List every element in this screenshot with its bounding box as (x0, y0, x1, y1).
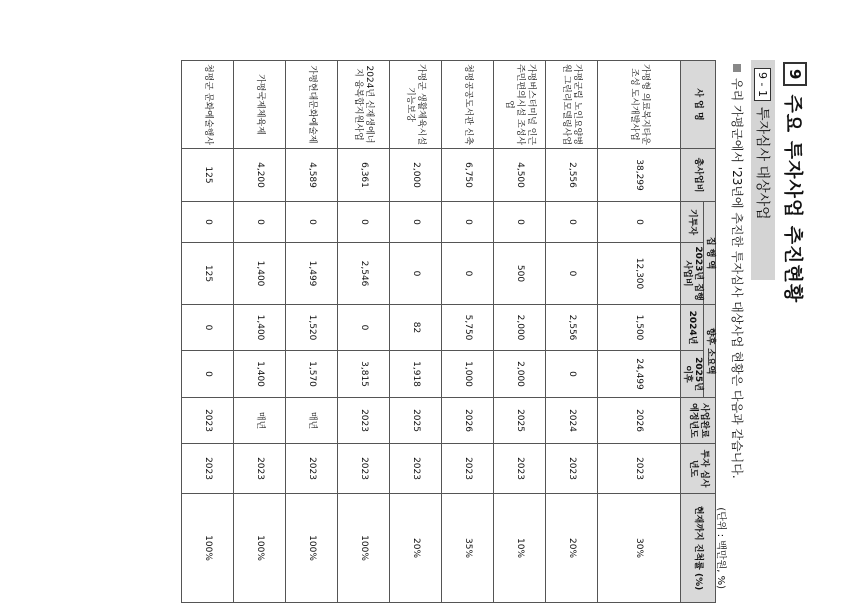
executed-2023: 125 (182, 243, 234, 305)
header-project: 사 업 명 (681, 61, 716, 149)
header-completion: 사업완료 예정년도 (681, 398, 716, 444)
progress-rate: 100% (182, 494, 234, 603)
table-row (546, 61, 598, 603)
previous-investment: 0 (390, 202, 442, 243)
review-year: 2023 (338, 444, 390, 494)
header-review: 투자 심사년도 (681, 444, 716, 494)
progress-rate: 100% (234, 494, 286, 603)
review-year: 2023 (390, 444, 442, 494)
required-2025: 24,499 (598, 351, 681, 398)
header-2025: 2025년 이후 (681, 351, 704, 398)
intro-text: 우리 가평군에서 '23년에 추진한 투자심사 대상사업 현황은 다음과 같습니다. (730, 78, 744, 479)
total-cost: 6,361 (338, 149, 390, 202)
project-name: 청평공공도서관 신축 (442, 61, 494, 149)
required-2025: 3,815 (338, 351, 390, 398)
required-2025: 1,570 (286, 351, 338, 398)
executed-2023: 1,400 (234, 243, 286, 305)
progress-rate: 10% (494, 494, 546, 603)
previous-investment: 0 (286, 202, 338, 243)
required-2024: 1,520 (286, 305, 338, 351)
required-2024: 82 (390, 305, 442, 351)
required-2024: 2,000 (494, 305, 546, 351)
previous-investment: 0 (234, 202, 286, 243)
header-progress: 현재까지 진척률 (%) (681, 494, 716, 603)
table-row (286, 61, 338, 603)
project-name: 가평버스터미널 인근 주민편의시설 조성사업 (494, 61, 546, 149)
table-row (338, 61, 390, 603)
review-year: 2023 (494, 444, 546, 494)
section-heading (782, 62, 808, 303)
progress-rate: 20% (546, 494, 598, 603)
completion-year: 매년 (286, 398, 338, 444)
total-cost: 2,556 (546, 149, 598, 202)
table-row (182, 61, 234, 603)
completion-year: 2023 (338, 398, 390, 444)
subsection-number: 9 - 1 (755, 68, 772, 101)
unit-note: (단위 : 백만원, %) (715, 507, 726, 589)
square-bullet-icon (734, 64, 742, 72)
completion-year: 2026 (598, 398, 681, 444)
required-2025: 2,000 (494, 351, 546, 398)
required-2025: 1,918 (390, 351, 442, 398)
project-name: 가평군 생활체육시설 기능보강 (390, 61, 442, 149)
table-row (442, 61, 494, 603)
completion-year: 2025 (494, 398, 546, 444)
required-2024: 5,750 (442, 305, 494, 351)
table-row (598, 61, 681, 603)
executed-2023: 0 (546, 243, 598, 305)
project-name: 가평형 의료복지타운 조성 도시개발사업 (598, 61, 681, 149)
progress-rate: 35% (442, 494, 494, 603)
header-previous: 기투자 (681, 202, 704, 243)
table-row (494, 61, 546, 603)
intro-paragraph (729, 64, 746, 479)
required-2024: 1,400 (234, 305, 286, 351)
total-cost: 6,750 (442, 149, 494, 202)
progress-rate: 100% (338, 494, 390, 603)
project-name: 가평군립 노인요양병원 그린리모델링사업 (546, 61, 598, 149)
required-2024: 0 (182, 305, 234, 351)
review-year: 2023 (182, 444, 234, 494)
previous-investment: 0 (494, 202, 546, 243)
required-2025: 0 (546, 351, 598, 398)
total-cost: 2,000 (390, 149, 442, 202)
subsection-heading (751, 60, 775, 280)
completion-year: 2023 (182, 398, 234, 444)
header-executed-2023: 2023년 집행사업비 (681, 243, 704, 305)
project-name: 가평국제체육제 (234, 61, 286, 149)
previous-investment: 0 (182, 202, 234, 243)
required-2025: 1,400 (234, 351, 286, 398)
project-name: 가평현대문화예술제 (286, 61, 338, 149)
executed-2023: 12,300 (598, 243, 681, 305)
review-year: 2023 (546, 444, 598, 494)
review-year: 2023 (598, 444, 681, 494)
required-2024: 2,556 (546, 305, 598, 351)
review-year: 2023 (442, 444, 494, 494)
required-2025: 0 (182, 351, 234, 398)
executed-2023: 0 (390, 243, 442, 305)
completion-year: 2025 (390, 398, 442, 444)
total-cost: 38,299 (598, 149, 681, 202)
header-2024: 2024년 (681, 305, 704, 351)
required-2024: 1,500 (598, 305, 681, 351)
required-2024: 0 (338, 305, 390, 351)
previous-investment: 0 (338, 202, 390, 243)
progress-rate: 20% (390, 494, 442, 603)
total-cost: 4,200 (234, 149, 286, 202)
section-title: 주요 투자사업 추진현황 (782, 94, 805, 304)
table-row (390, 61, 442, 603)
executed-2023: 1,499 (286, 243, 338, 305)
completion-year: 2024 (546, 398, 598, 444)
total-cost: 125 (182, 149, 234, 202)
total-cost: 4,589 (286, 149, 338, 202)
review-year: 2023 (286, 444, 338, 494)
previous-investment: 0 (442, 202, 494, 243)
review-year: 2023 (234, 444, 286, 494)
project-name: 청평군 문화예술행사 (182, 61, 234, 149)
project-name: 2024년 신재생에너지 융복합지원사업 (338, 61, 390, 149)
executed-2023: 0 (442, 243, 494, 305)
total-cost: 4,500 (494, 149, 546, 202)
progress-rate: 100% (286, 494, 338, 603)
header-required-group: 향후 소요액 (704, 305, 716, 398)
subsection-title: 투자심사 대상사업 (754, 106, 770, 220)
executed-2023: 500 (494, 243, 546, 305)
investment-projects-table (181, 60, 716, 603)
previous-investment: 0 (546, 202, 598, 243)
header-total: 총사업비 (681, 149, 716, 202)
completion-year: 2026 (442, 398, 494, 444)
previous-investment: 0 (598, 202, 681, 243)
completion-year: 매년 (234, 398, 286, 444)
table-row (234, 61, 286, 603)
header-executed-group: 집 행 액 (704, 202, 716, 305)
section-number: 9 (783, 62, 807, 86)
progress-rate: 30% (598, 494, 681, 603)
executed-2023: 2,546 (338, 243, 390, 305)
required-2025: 1,000 (442, 351, 494, 398)
